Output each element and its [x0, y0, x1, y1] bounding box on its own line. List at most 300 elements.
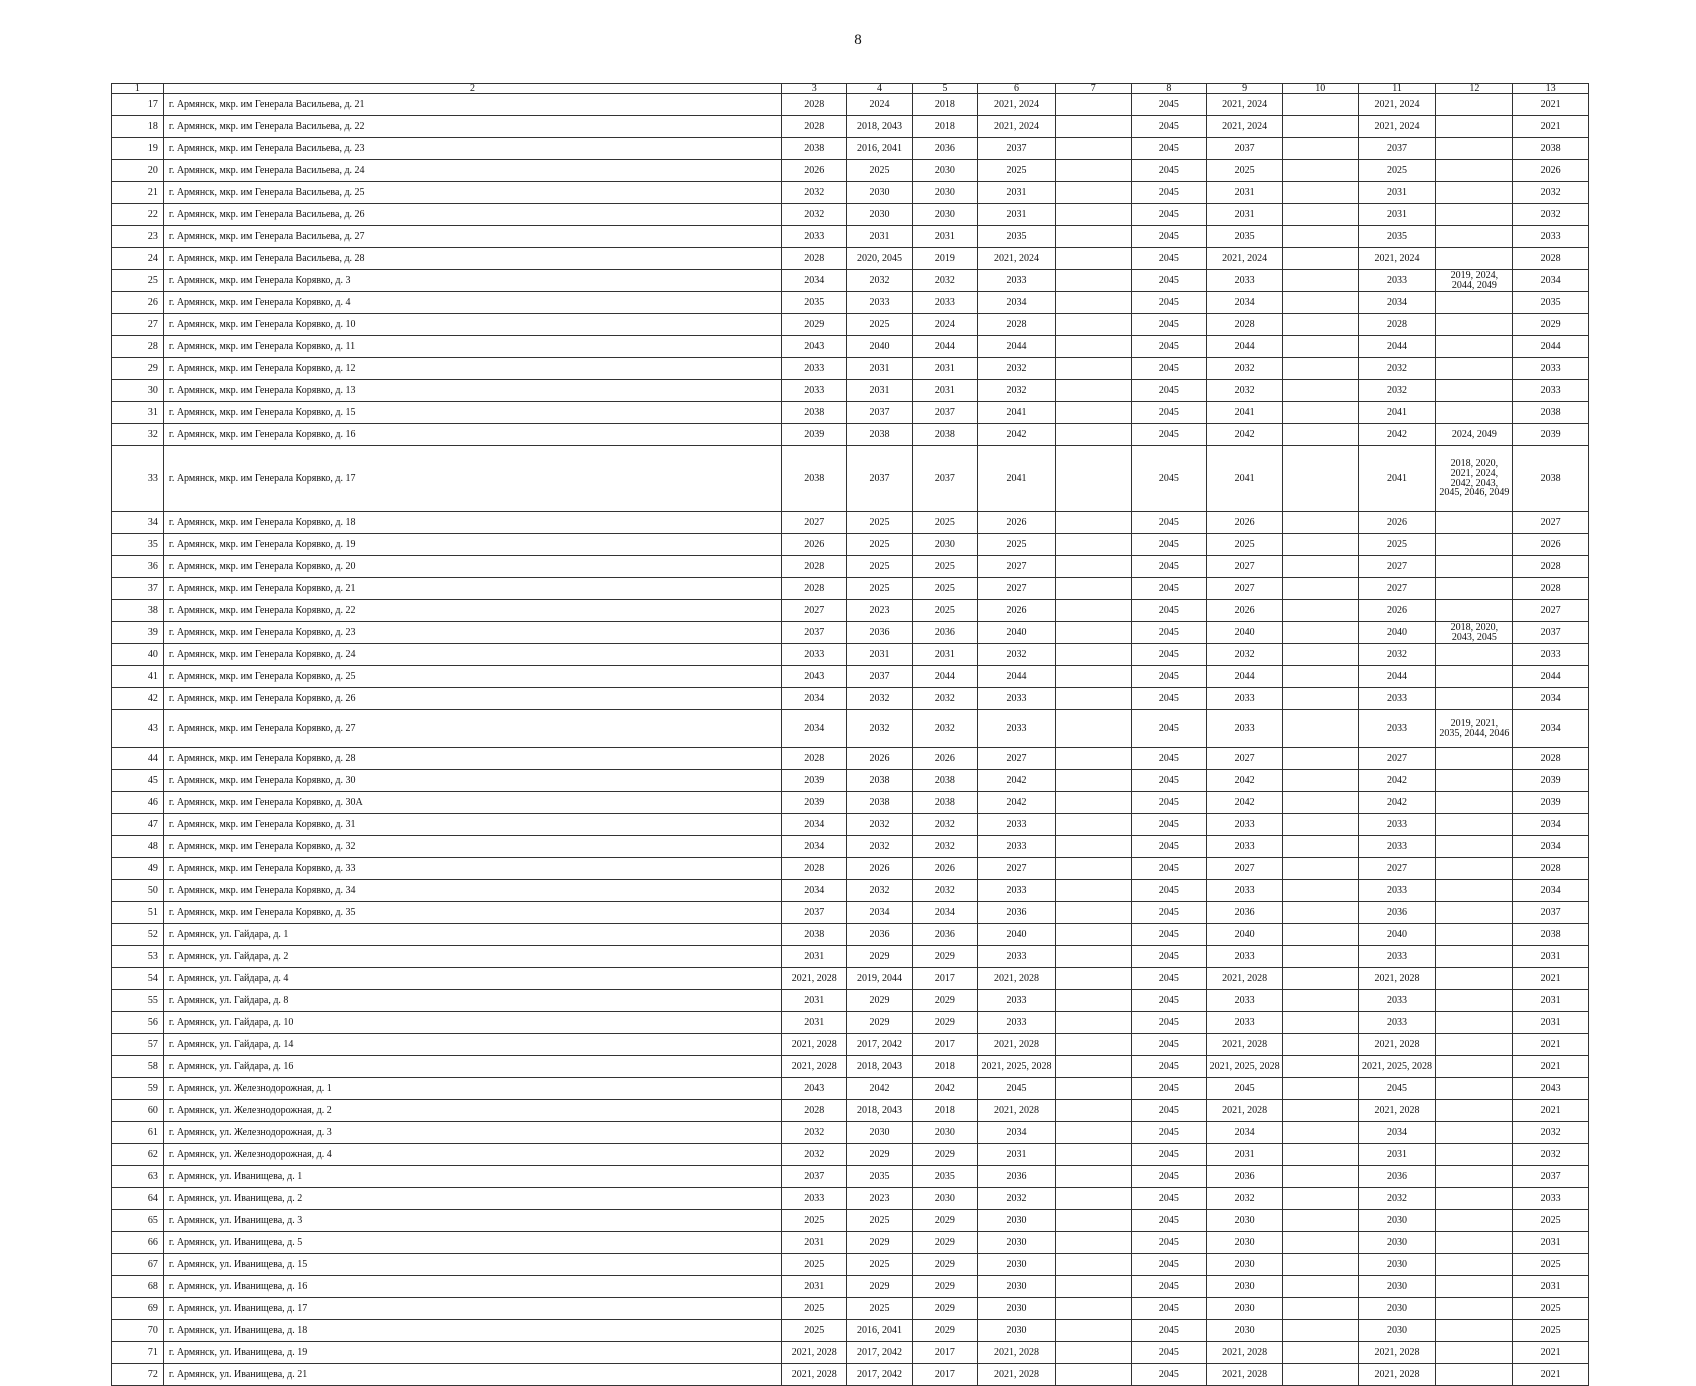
year-cell: 2021 [1513, 1364, 1589, 1386]
year-cell: 2021 [1513, 1034, 1589, 1056]
year-cell: 2034 [1513, 710, 1589, 748]
row-number: 66 [112, 1232, 164, 1254]
year-cell: 2021, 2025, 2028 [1207, 1056, 1283, 1078]
table-row [112, 990, 1589, 1012]
year-cell: 2027 [1358, 556, 1436, 578]
year-cell [1436, 1034, 1513, 1056]
year-cell: 2026 [1358, 600, 1436, 622]
year-cell: 2028 [782, 116, 847, 138]
year-cell [1282, 94, 1358, 116]
year-cell: 2030 [978, 1276, 1056, 1298]
year-cell [1055, 182, 1131, 204]
year-cell [1282, 358, 1358, 380]
year-cell: 2045 [1131, 116, 1207, 138]
year-cell: 2032 [912, 270, 977, 292]
year-cell: 2031 [847, 380, 912, 402]
year-cell: 2029 [912, 990, 977, 1012]
year-cell: 2045 [1131, 1166, 1207, 1188]
year-cell: 2032 [847, 710, 912, 748]
year-cell: 2045 [1131, 880, 1207, 902]
year-cell [1436, 748, 1513, 770]
row-number: 25 [112, 270, 164, 292]
year-cell: 2024 [847, 94, 912, 116]
year-cell: 2031 [912, 226, 977, 248]
address-cell: г. Армянск, мкр. им Генерала Корявко, д. 17 [163, 446, 781, 512]
year-cell: 2031 [1358, 1144, 1436, 1166]
year-cell: 2031 [782, 1012, 847, 1034]
year-cell: 2021, 2028 [978, 968, 1056, 990]
year-cell: 2037 [847, 402, 912, 424]
year-cell [1282, 1166, 1358, 1188]
year-cell: 2040 [978, 924, 1056, 946]
address-cell: г. Армянск, мкр. им Генерала Корявко, д. 27 [163, 710, 781, 748]
year-cell: 2036 [1207, 1166, 1283, 1188]
year-cell [1282, 1100, 1358, 1122]
year-cell [1282, 1298, 1358, 1320]
row-number: 17 [112, 94, 164, 116]
row-number: 58 [112, 1056, 164, 1078]
year-cell: 2045 [1131, 270, 1207, 292]
year-cell: 2030 [912, 204, 977, 226]
year-cell: 2034 [912, 902, 977, 924]
year-cell: 2033 [1358, 710, 1436, 748]
year-cell: 2045 [1131, 204, 1207, 226]
year-cell: 2045 [1131, 358, 1207, 380]
year-cell: 2025 [847, 556, 912, 578]
year-cell: 2036 [978, 1166, 1056, 1188]
year-cell [1055, 1122, 1131, 1144]
address-cell: г. Армянск, мкр. им Генерала Васильева, д. 22 [163, 116, 781, 138]
year-cell: 2045 [1131, 380, 1207, 402]
year-cell: 2033 [1207, 814, 1283, 836]
table-row [112, 836, 1589, 858]
year-cell: 2045 [978, 1078, 1056, 1100]
year-cell: 2045 [1131, 1188, 1207, 1210]
year-cell: 2028 [1358, 314, 1436, 336]
year-cell: 2032 [978, 644, 1056, 666]
year-cell: 2033 [978, 946, 1056, 968]
year-cell: 2040 [1207, 622, 1283, 644]
year-cell [1055, 770, 1131, 792]
year-cell [1436, 1166, 1513, 1188]
year-cell: 2045 [1131, 644, 1207, 666]
year-cell [1436, 1100, 1513, 1122]
year-cell: 2025 [912, 600, 977, 622]
address-cell: г. Армянск, ул. Железнодорожная, д. 3 [163, 1122, 781, 1144]
year-cell: 2032 [782, 204, 847, 226]
year-cell [1436, 770, 1513, 792]
year-cell: 2018 [912, 1100, 977, 1122]
year-cell: 2039 [1513, 424, 1589, 446]
year-cell: 2045 [1131, 1056, 1207, 1078]
year-cell: 2034 [1358, 292, 1436, 314]
year-cell: 2044 [1358, 336, 1436, 358]
year-cell: 2026 [912, 858, 977, 880]
year-cell: 2043 [782, 666, 847, 688]
year-cell [1282, 990, 1358, 1012]
year-cell: 2045 [1131, 1254, 1207, 1276]
year-cell: 2042 [1358, 792, 1436, 814]
year-cell: 2032 [847, 814, 912, 836]
year-cell: 2042 [1358, 424, 1436, 446]
year-cell [1436, 990, 1513, 1012]
year-cell: 2030 [1358, 1320, 1436, 1342]
year-cell: 2021, 2028 [978, 1100, 1056, 1122]
year-cell: 2030 [978, 1254, 1056, 1276]
year-cell [1282, 880, 1358, 902]
year-cell: 2036 [847, 924, 912, 946]
year-cell: 2034 [1358, 1122, 1436, 1144]
year-cell: 2027 [1207, 556, 1283, 578]
row-number: 18 [112, 116, 164, 138]
year-cell [1436, 1078, 1513, 1100]
year-cell [1282, 814, 1358, 836]
year-cell: 2029 [847, 946, 912, 968]
year-cell: 2030 [1207, 1254, 1283, 1276]
row-number: 21 [112, 182, 164, 204]
year-cell: 2034 [782, 710, 847, 748]
year-cell [1055, 814, 1131, 836]
row-number: 57 [112, 1034, 164, 1056]
year-cell [1436, 1188, 1513, 1210]
year-cell: 2037 [782, 622, 847, 644]
year-cell: 2032 [978, 1188, 1056, 1210]
year-cell: 2031 [1207, 182, 1283, 204]
year-cell [1055, 990, 1131, 1012]
year-cell: 2045 [1131, 402, 1207, 424]
year-cell: 2030 [978, 1320, 1056, 1342]
year-cell [1436, 1122, 1513, 1144]
table-row [112, 1254, 1589, 1276]
address-cell: г. Армянск, мкр. им Генерала Корявко, д. 35 [163, 902, 781, 924]
year-cell [1055, 116, 1131, 138]
year-cell: 2030 [1358, 1254, 1436, 1276]
year-cell: 2034 [782, 880, 847, 902]
year-cell: 2033 [978, 990, 1056, 1012]
year-cell: 2025 [782, 1298, 847, 1320]
year-cell: 2042 [978, 770, 1056, 792]
address-cell: г. Армянск, мкр. им Генерала Корявко, д. 11 [163, 336, 781, 358]
address-cell: г. Армянск, мкр. им Генерала Корявко, д. 30А [163, 792, 781, 814]
year-cell: 2033 [978, 880, 1056, 902]
address-cell: г. Армянск, мкр. им Генерала Корявко, д. 15 [163, 402, 781, 424]
year-cell: 2033 [912, 292, 977, 314]
year-cell: 2021, 2028 [1207, 968, 1283, 990]
year-cell: 2034 [1207, 1122, 1283, 1144]
year-cell [1436, 1276, 1513, 1298]
year-cell: 2042 [978, 424, 1056, 446]
row-number: 43 [112, 710, 164, 748]
year-cell: 2036 [912, 622, 977, 644]
year-cell: 2034 [782, 688, 847, 710]
table-row [112, 446, 1589, 512]
year-cell: 2021, 2028 [978, 1034, 1056, 1056]
year-cell: 2045 [1131, 138, 1207, 160]
year-cell: 2031 [978, 182, 1056, 204]
table-row [112, 402, 1589, 424]
column-header: 13 [1513, 84, 1589, 94]
year-cell [1282, 968, 1358, 990]
year-cell [1436, 138, 1513, 160]
year-cell: 2045 [1131, 1210, 1207, 1232]
table-row [112, 1012, 1589, 1034]
year-cell: 2028 [1207, 314, 1283, 336]
year-cell: 2036 [978, 902, 1056, 924]
year-cell [1282, 116, 1358, 138]
year-cell [1282, 770, 1358, 792]
year-cell: 2040 [1358, 924, 1436, 946]
row-number: 26 [112, 292, 164, 314]
year-cell: 2045 [1131, 94, 1207, 116]
year-cell: 2025 [1207, 160, 1283, 182]
year-cell: 2033 [1358, 990, 1436, 1012]
year-cell: 2045 [1131, 710, 1207, 748]
year-cell: 2037 [1207, 138, 1283, 160]
row-number: 65 [112, 1210, 164, 1232]
year-cell: 2017 [912, 1364, 977, 1386]
year-cell [1055, 1364, 1131, 1386]
year-cell: 2025 [847, 578, 912, 600]
year-cell [1436, 358, 1513, 380]
address-cell: г. Армянск, мкр. им Генерала Корявко, д. 34 [163, 880, 781, 902]
year-cell: 2035 [782, 292, 847, 314]
year-cell: 2045 [1131, 1364, 1207, 1386]
table-row [112, 770, 1589, 792]
year-cell [1282, 512, 1358, 534]
address-cell: г. Армянск, мкр. им Генерала Корявко, д. 30 [163, 770, 781, 792]
table-row [112, 1144, 1589, 1166]
table-row [112, 858, 1589, 880]
year-cell: 2045 [1131, 1320, 1207, 1342]
column-header: 2 [163, 84, 781, 94]
year-cell: 2029 [912, 1012, 977, 1034]
table-row [112, 534, 1589, 556]
year-cell: 2045 [1131, 968, 1207, 990]
address-cell: г. Армянск, мкр. им Генерала Корявко, д. 31 [163, 814, 781, 836]
year-cell: 2033 [847, 292, 912, 314]
year-cell [1055, 1232, 1131, 1254]
year-cell: 2034 [978, 1122, 1056, 1144]
year-cell: 2026 [1207, 600, 1283, 622]
table-row [112, 1034, 1589, 1056]
year-cell: 2039 [782, 424, 847, 446]
year-cell: 2045 [1131, 748, 1207, 770]
year-cell: 2032 [978, 358, 1056, 380]
address-cell: г. Армянск, мкр. им Генерала Корявко, д. 28 [163, 748, 781, 770]
year-cell: 2029 [847, 1012, 912, 1034]
year-cell: 2028 [782, 94, 847, 116]
year-cell [1055, 226, 1131, 248]
table-row [112, 1188, 1589, 1210]
year-cell: 2045 [1131, 314, 1207, 336]
year-cell: 2021, 2024 [978, 248, 1056, 270]
table-row [112, 1100, 1589, 1122]
year-cell [1436, 600, 1513, 622]
year-cell [1436, 1210, 1513, 1232]
address-cell: г. Армянск, ул. Иванищева, д. 19 [163, 1342, 781, 1364]
year-cell: 2031 [978, 204, 1056, 226]
row-number: 69 [112, 1298, 164, 1320]
year-cell: 2033 [1513, 226, 1589, 248]
year-cell: 2030 [912, 534, 977, 556]
year-cell: 2034 [1513, 270, 1589, 292]
year-cell: 2045 [1131, 1342, 1207, 1364]
address-cell: г. Армянск, мкр. им Генерала Корявко, д. 18 [163, 512, 781, 534]
table-row [112, 1210, 1589, 1232]
year-cell [1282, 836, 1358, 858]
year-cell [1436, 160, 1513, 182]
table-row [112, 358, 1589, 380]
address-cell: г. Армянск, мкр. им Генерала Корявко, д. 22 [163, 600, 781, 622]
year-cell: 2031 [782, 946, 847, 968]
row-number: 52 [112, 924, 164, 946]
year-cell: 2016, 2041 [847, 1320, 912, 1342]
year-cell [1282, 1056, 1358, 1078]
year-cell: 2041 [1358, 446, 1436, 512]
address-cell: г. Армянск, ул. Гайдара, д. 8 [163, 990, 781, 1012]
year-cell: 2026 [847, 858, 912, 880]
year-cell [1436, 1298, 1513, 1320]
year-cell [1055, 1188, 1131, 1210]
year-cell [1055, 556, 1131, 578]
year-cell [1282, 204, 1358, 226]
row-number: 45 [112, 770, 164, 792]
year-cell: 2032 [1358, 358, 1436, 380]
year-cell: 2018, 2043 [847, 1100, 912, 1122]
address-cell: г. Армянск, мкр. им Генерала Корявко, д. 26 [163, 688, 781, 710]
address-cell: г. Армянск, ул. Иванищева, д. 2 [163, 1188, 781, 1210]
row-number: 68 [112, 1276, 164, 1298]
year-cell: 2045 [1131, 534, 1207, 556]
row-number: 60 [112, 1100, 164, 1122]
year-cell: 2033 [782, 226, 847, 248]
year-cell: 2027 [978, 578, 1056, 600]
year-cell [1282, 946, 1358, 968]
year-cell: 2030 [1358, 1276, 1436, 1298]
year-cell [1436, 688, 1513, 710]
address-cell: г. Армянск, ул. Иванищева, д. 5 [163, 1232, 781, 1254]
year-cell: 2019, 2021, 2035, 2044, 2046 [1436, 710, 1513, 748]
year-cell: 2038 [912, 770, 977, 792]
address-cell: г. Армянск, мкр. им Генерала Корявко, д. 23 [163, 622, 781, 644]
year-cell [1282, 578, 1358, 600]
year-cell [1436, 1320, 1513, 1342]
year-cell [1282, 902, 1358, 924]
year-cell: 2025 [1513, 1298, 1589, 1320]
year-cell: 2040 [847, 336, 912, 358]
address-cell: г. Армянск, мкр. им Генерала Корявко, д. 10 [163, 314, 781, 336]
year-cell [1055, 946, 1131, 968]
year-cell [1055, 1276, 1131, 1298]
year-cell: 2045 [1131, 1100, 1207, 1122]
year-cell: 2021 [1513, 1100, 1589, 1122]
year-cell: 2028 [1513, 748, 1589, 770]
year-cell: 2045 [1358, 1078, 1436, 1100]
year-cell: 2021, 2024 [1207, 248, 1283, 270]
year-cell: 2034 [1513, 814, 1589, 836]
year-cell: 2032 [847, 880, 912, 902]
year-cell [1436, 1056, 1513, 1078]
year-cell: 2045 [1131, 1012, 1207, 1034]
year-cell: 2038 [782, 446, 847, 512]
year-cell [1282, 1078, 1358, 1100]
year-cell: 2030 [912, 1188, 977, 1210]
year-cell: 2037 [978, 138, 1056, 160]
year-cell [1282, 182, 1358, 204]
year-cell [1282, 336, 1358, 358]
year-cell: 2033 [1358, 1012, 1436, 1034]
column-header: 9 [1207, 84, 1283, 94]
year-cell: 2045 [1131, 1144, 1207, 1166]
year-cell: 2032 [1207, 644, 1283, 666]
year-cell: 2021, 2028 [1207, 1034, 1283, 1056]
year-cell: 2037 [847, 446, 912, 512]
column-header: 12 [1436, 84, 1513, 94]
row-number: 51 [112, 902, 164, 924]
year-cell: 2043 [1513, 1078, 1589, 1100]
year-cell: 2037 [1513, 622, 1589, 644]
year-cell [1282, 1188, 1358, 1210]
year-cell: 2042 [847, 1078, 912, 1100]
year-cell: 2032 [847, 836, 912, 858]
year-cell: 2031 [1513, 946, 1589, 968]
year-cell: 2033 [1358, 688, 1436, 710]
year-cell: 2045 [1131, 990, 1207, 1012]
year-cell: 2039 [782, 770, 847, 792]
year-cell [1282, 710, 1358, 748]
year-cell: 2025 [782, 1320, 847, 1342]
year-cell: 2032 [912, 710, 977, 748]
year-cell: 2038 [1513, 402, 1589, 424]
year-cell: 2029 [912, 1144, 977, 1166]
year-cell: 2018, 2043 [847, 1056, 912, 1078]
year-cell: 2028 [782, 1100, 847, 1122]
year-cell: 2026 [1513, 534, 1589, 556]
year-cell [1055, 160, 1131, 182]
year-cell [1055, 446, 1131, 512]
year-cell: 2025 [847, 534, 912, 556]
year-cell: 2030 [847, 204, 912, 226]
row-number: 39 [112, 622, 164, 644]
year-cell [1055, 1100, 1131, 1122]
year-cell: 2033 [1358, 814, 1436, 836]
year-cell: 2042 [1207, 792, 1283, 814]
year-cell: 2025 [847, 1254, 912, 1276]
year-cell: 2037 [782, 1166, 847, 1188]
year-cell: 2020, 2045 [847, 248, 912, 270]
year-cell: 2037 [847, 666, 912, 688]
year-cell: 2045 [1131, 578, 1207, 600]
year-cell: 2018 [912, 94, 977, 116]
year-cell: 2033 [1207, 836, 1283, 858]
year-cell [1282, 1034, 1358, 1056]
row-number: 56 [112, 1012, 164, 1034]
year-cell: 2042 [1207, 424, 1283, 446]
year-cell [1282, 270, 1358, 292]
year-cell: 2036 [1207, 902, 1283, 924]
year-cell: 2032 [912, 814, 977, 836]
year-cell: 2029 [912, 1232, 977, 1254]
year-cell: 2030 [978, 1298, 1056, 1320]
year-cell: 2029 [912, 1298, 977, 1320]
year-cell [1055, 270, 1131, 292]
row-number: 48 [112, 836, 164, 858]
year-cell: 2029 [847, 1144, 912, 1166]
row-number: 35 [112, 534, 164, 556]
year-cell: 2042 [1207, 770, 1283, 792]
year-cell: 2025 [847, 160, 912, 182]
year-cell: 2025 [782, 1254, 847, 1276]
